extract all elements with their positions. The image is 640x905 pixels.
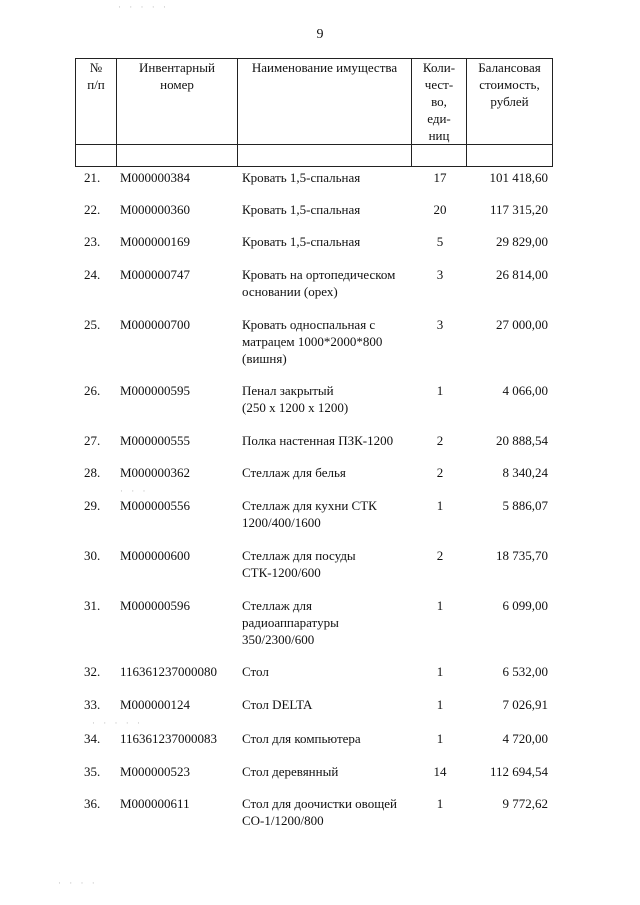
spacer-cell [117, 145, 238, 167]
header-quantity-line: еди- [427, 111, 451, 126]
row-quantity: 1 [436, 598, 444, 613]
row-value: 29 829,00 [496, 234, 548, 249]
row-number: 31. [84, 598, 101, 613]
row-inventory-number: М000000362 [120, 465, 191, 480]
row-inventory-number: М000000700 [120, 317, 191, 332]
scan-noise: · · · · [58, 878, 98, 888]
row-value: 20 888,54 [496, 433, 548, 448]
row-inventory-number: М000000611 [120, 796, 190, 811]
row-inventory-number: М000000596 [120, 598, 191, 613]
row-quantity: 2 [436, 548, 444, 563]
header-quantity-line: ниц [428, 128, 450, 143]
row-inventory-number: М000000595 [120, 383, 191, 398]
row-number: 28. [84, 465, 101, 480]
row-number: 32. [84, 664, 101, 679]
spacer-cell [467, 145, 553, 167]
header-inventory [117, 59, 238, 145]
row-item-name-line: Стеллаж для белья [242, 465, 346, 480]
row-item-name-line: Стеллаж для кухни СТК [242, 498, 377, 513]
row-inventory-number: М000000523 [120, 764, 191, 779]
row-item-name [242, 169, 414, 186]
row-value: 117 315,20 [489, 202, 548, 217]
scan-noise: · · · [120, 486, 149, 496]
row-item-name-line: Стол для доочистки овощей [242, 796, 397, 811]
header-value-line: Балансовая [478, 60, 541, 75]
header-value-line: стоимость, [479, 77, 540, 92]
row-number: 35. [84, 764, 101, 779]
row-value: 26 814,00 [496, 267, 548, 282]
row-item-name [242, 316, 414, 367]
row-quantity: 20 [433, 202, 447, 217]
row-number: 33. [84, 697, 101, 712]
spacer-cell [412, 145, 467, 167]
row-item-name-line: Кровать на ортопедическом [242, 267, 396, 282]
row-item-name-line: матрацем 1000*2000*800 [242, 334, 383, 349]
row-value: 7 026,91 [502, 697, 548, 712]
page-number: 9 [316, 27, 324, 42]
row-item-name [242, 497, 414, 531]
row-item-name-line: Пенал закрытый [242, 383, 334, 398]
row-value: 27 000,00 [496, 317, 548, 332]
row-item-name-line: Стол деревянный [242, 764, 339, 779]
header-quantity-line: чест- [424, 77, 454, 92]
row-inventory-number: М000000124 [120, 697, 191, 712]
header-num [76, 59, 117, 145]
row-number: 21. [84, 170, 101, 185]
row-item-name [242, 382, 414, 416]
row-item-name [242, 201, 414, 218]
row-item-name-line: Полка настенная ПЗК-1200 [242, 433, 394, 448]
row-item-name [242, 233, 414, 250]
row-quantity: 2 [436, 433, 444, 448]
row-item-name-line: Стеллаж для [242, 598, 313, 613]
row-value: 6 099,00 [502, 598, 548, 613]
row-quantity: 17 [433, 170, 447, 185]
row-item-name-line: Кровать 1,5-спальная [242, 234, 361, 249]
row-inventory-number: 116361237000083 [120, 731, 218, 746]
row-quantity: 1 [436, 796, 444, 811]
row-item-name-line: Стол [242, 664, 269, 679]
row-item-name-line: Стеллаж для посуды [242, 548, 356, 563]
row-value: 4 066,00 [502, 383, 548, 398]
row-item-name-line: Кровать 1,5-спальная [242, 202, 361, 217]
row-item-name [242, 730, 414, 747]
header-value-line: рублей [490, 94, 529, 109]
row-value: 8 340,24 [502, 465, 548, 480]
row-number: 36. [84, 796, 101, 811]
row-item-name [242, 795, 414, 829]
row-quantity: 14 [433, 764, 447, 779]
scan-noise: · · · · · [92, 718, 143, 728]
row-value: 9 772,62 [502, 796, 548, 811]
row-quantity: 1 [436, 383, 444, 398]
header-spacer-row [76, 145, 553, 167]
row-number: 24. [84, 267, 101, 282]
row-number: 34. [84, 731, 101, 746]
row-item-name-line: Кровать 1,5-спальная [242, 170, 361, 185]
row-number: 23. [84, 234, 101, 249]
row-item-name [242, 597, 414, 648]
row-item-name-line: СО-1/1200/800 [242, 813, 324, 828]
row-item-name-line: (250 х 1200 х 1200) [242, 400, 349, 415]
row-quantity: 1 [436, 697, 444, 712]
row-inventory-number: 116361237000080 [120, 664, 218, 679]
row-value: 101 418,60 [489, 170, 548, 185]
row-item-name-line: основании (орех) [242, 284, 338, 299]
row-quantity: 5 [436, 234, 444, 249]
row-number: 26. [84, 383, 101, 398]
row-item-name-line: 1200/400/1600 [242, 515, 321, 530]
header-row [76, 59, 553, 145]
row-number: 30. [84, 548, 101, 563]
row-inventory-number: М000000169 [120, 234, 191, 249]
row-item-name-line: 350/2300/600 [242, 632, 315, 647]
row-inventory-number: М000000360 [120, 202, 191, 217]
header-name-line: Наименование имущества [251, 60, 398, 75]
row-inventory-number: М000000555 [120, 433, 191, 448]
row-value: 6 532,00 [502, 664, 548, 679]
row-item-name [242, 432, 414, 449]
row-quantity: 3 [436, 317, 444, 332]
header-quantity-line: Коли- [422, 60, 456, 75]
row-quantity: 2 [436, 465, 444, 480]
header-num-line: п/п [87, 77, 105, 92]
row-item-name [242, 266, 414, 300]
row-number: 25. [84, 317, 101, 332]
header-value [467, 59, 553, 145]
header-name [238, 59, 412, 145]
row-number: 22. [84, 202, 101, 217]
row-value: 18 735,70 [496, 548, 548, 563]
header-num-line: № [89, 60, 103, 75]
row-quantity: 1 [436, 498, 444, 513]
spacer-cell [76, 145, 117, 167]
row-item-name [242, 763, 414, 780]
row-item-name-line: радиоаппаратуры [242, 615, 339, 630]
row-item-name [242, 663, 414, 680]
row-value: 4 720,00 [502, 731, 548, 746]
row-inventory-number: М000000556 [120, 498, 191, 513]
header-inventory-line: номер [160, 77, 194, 92]
row-value: 112 694,54 [489, 764, 548, 779]
header-quantity-line: во, [431, 94, 447, 109]
row-number: 27. [84, 433, 101, 448]
row-item-name-line: Кровать односпальная с [242, 317, 376, 332]
row-item-name-line: СТК-1200/600 [242, 565, 321, 580]
scan-noise: · · · · · [118, 2, 169, 12]
header-inventory-line: Инвентарный [139, 60, 215, 75]
row-quantity: 1 [436, 664, 444, 679]
row-item-name-line: (вишня) [242, 351, 287, 366]
row-value: 5 886,07 [502, 498, 548, 513]
row-item-name [242, 547, 414, 581]
row-inventory-number: М000000747 [120, 267, 191, 282]
row-item-name-line: Стол DELTA [242, 697, 313, 712]
spacer-cell [238, 145, 412, 167]
row-item-name [242, 696, 414, 713]
row-inventory-number: М000000384 [120, 170, 191, 185]
row-quantity: 1 [436, 731, 444, 746]
row-inventory-number: М000000600 [120, 548, 191, 563]
header-quantity [412, 59, 467, 145]
row-quantity: 3 [436, 267, 444, 282]
table-header [75, 58, 553, 167]
row-number: 29. [84, 498, 101, 513]
row-item-name-line: Стол для компьютера [242, 731, 361, 746]
row-item-name [242, 464, 414, 481]
